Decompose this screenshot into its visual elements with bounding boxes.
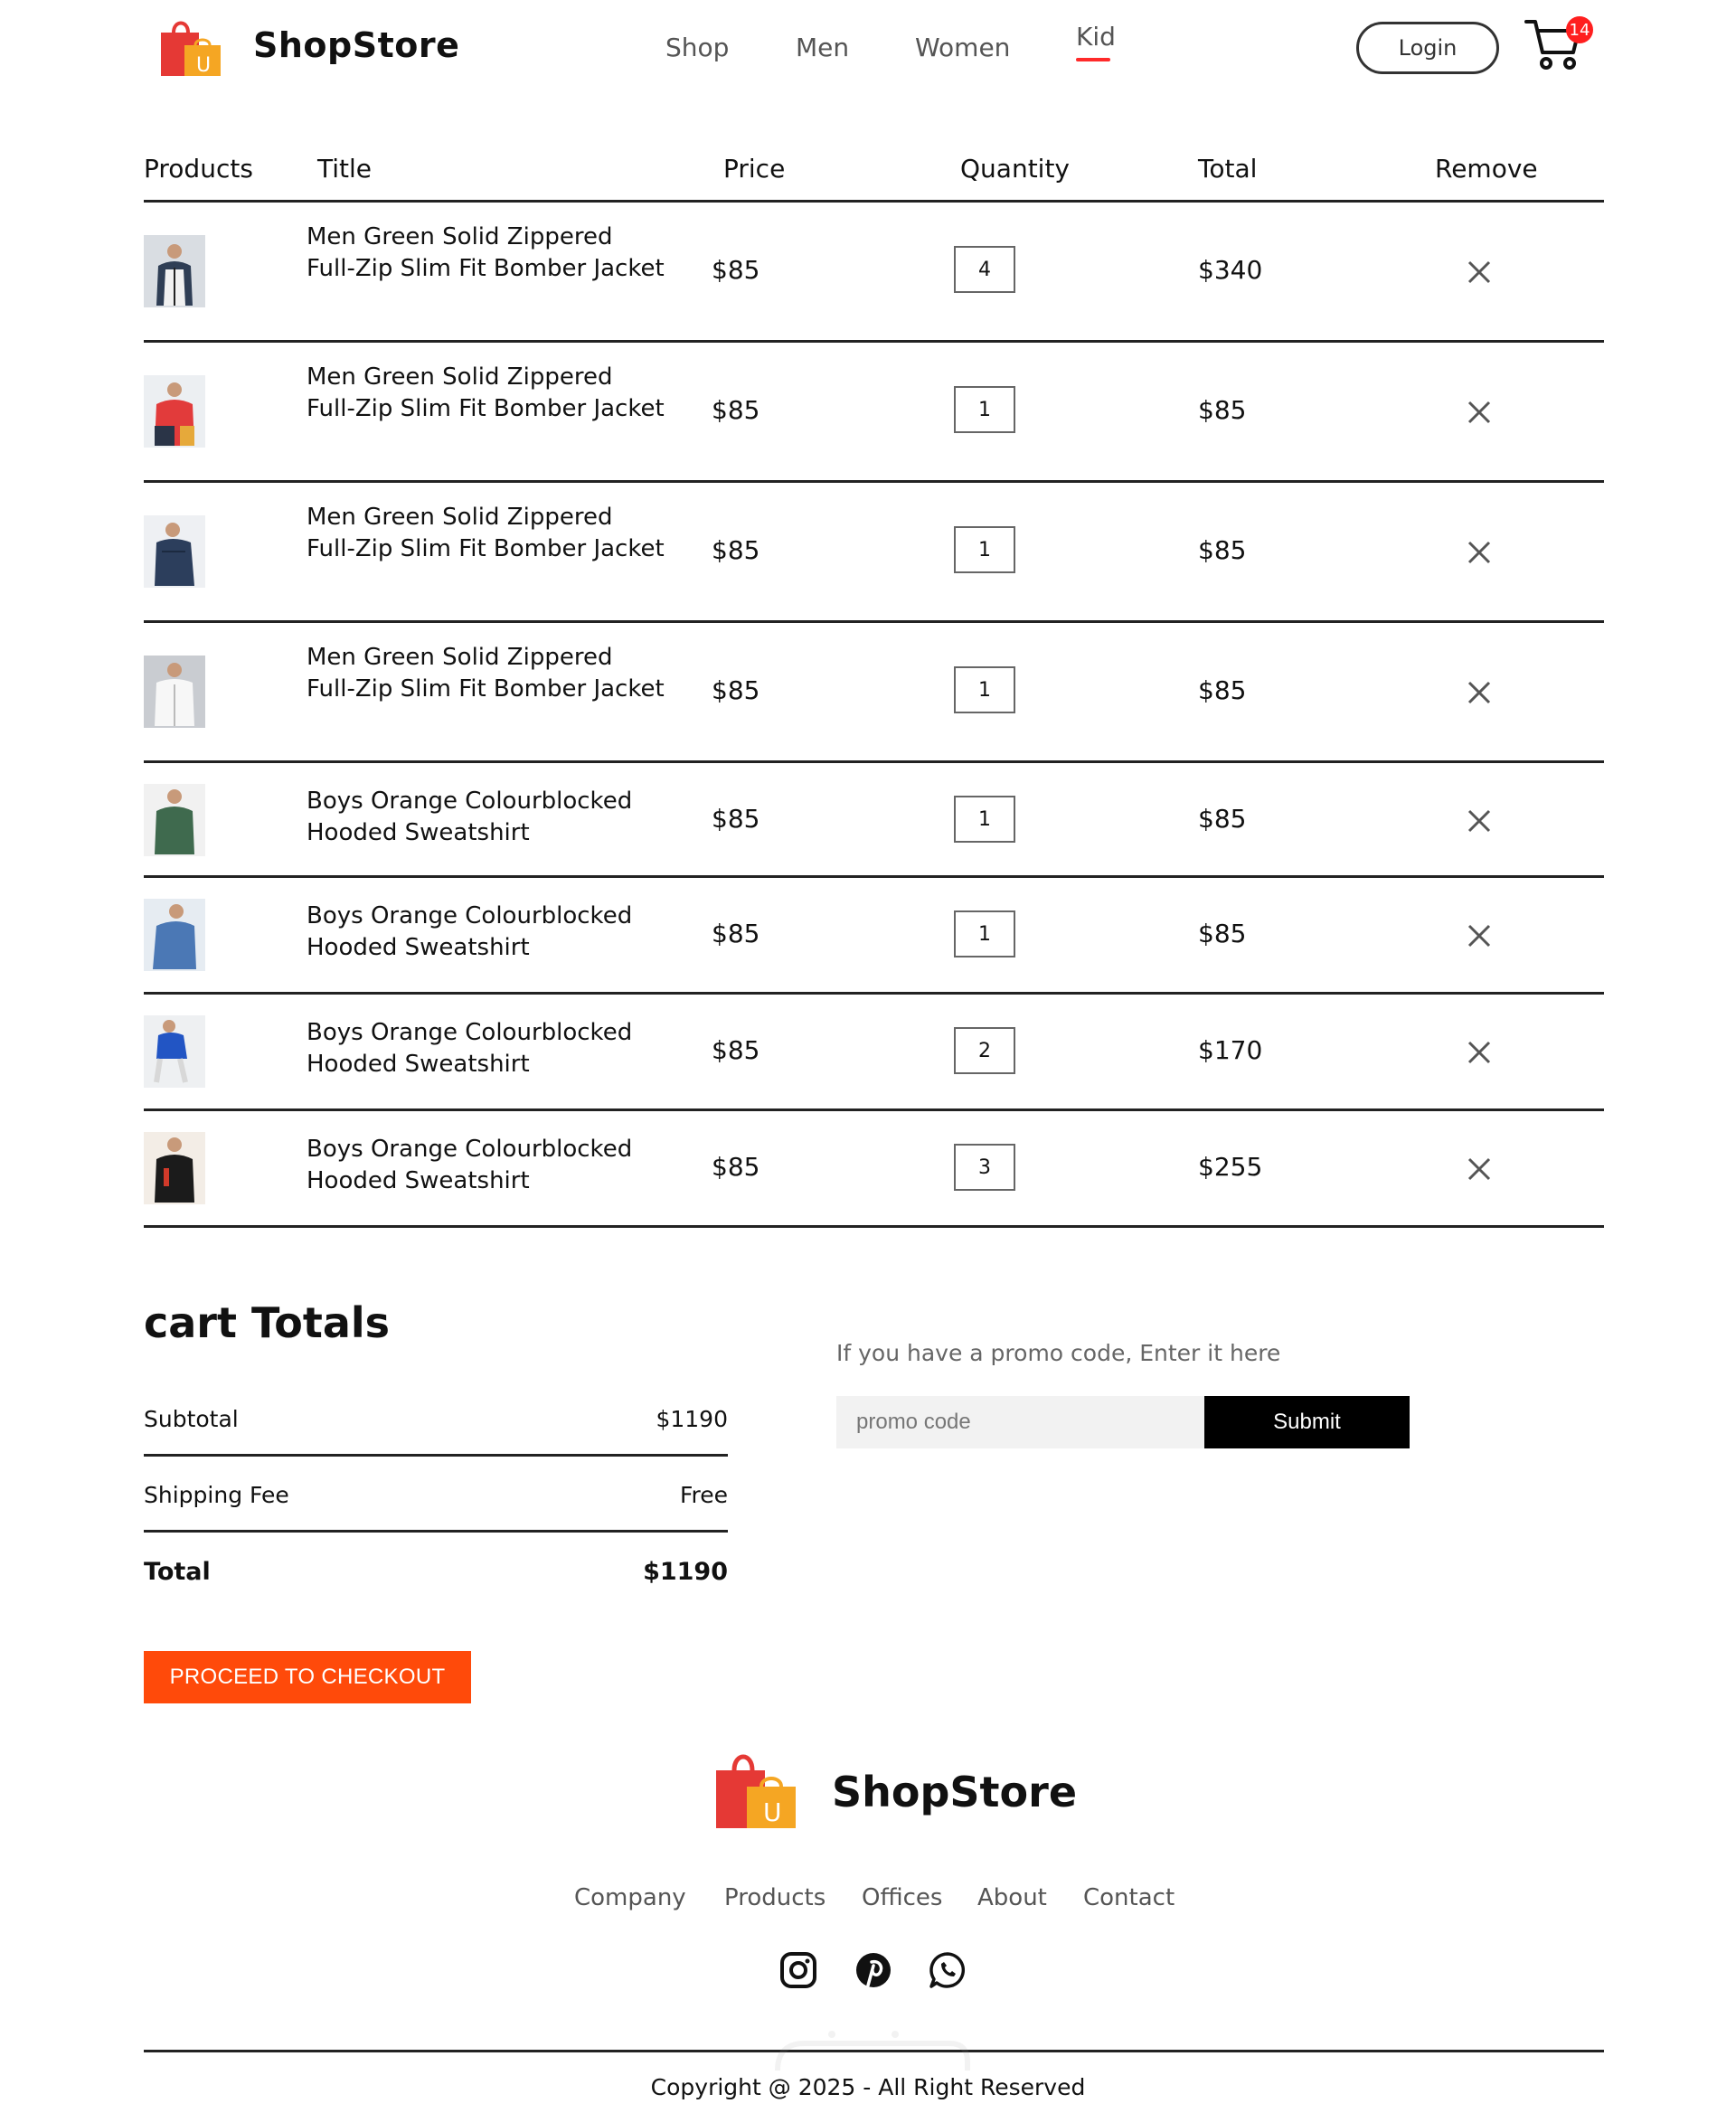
row-total: $85 — [1198, 804, 1247, 834]
row-total: $85 — [1198, 535, 1247, 565]
quantity-input[interactable]: 1 — [954, 796, 1015, 843]
product-thumbnail-sweatshirt[interactable] — [144, 784, 205, 856]
product-title[interactable]: Boys Orange Colourblocked Hooded Sweatshirt — [307, 902, 633, 961]
row-total: $170 — [1198, 1035, 1263, 1065]
whatsapp-icon[interactable] — [929, 1951, 967, 1989]
footer-link-products[interactable]: Products — [724, 1884, 826, 1911]
table-row — [144, 1111, 1604, 1225]
totals-divider — [144, 1454, 728, 1457]
col-header-remove: Remove — [1435, 154, 1538, 184]
svg-text:U: U — [196, 54, 212, 77]
row-divider — [144, 1225, 1604, 1228]
row-total: $85 — [1198, 675, 1247, 705]
instagram-icon[interactable] — [779, 1951, 817, 1989]
total-value: $1190 — [643, 1558, 728, 1586]
product-price: $85 — [712, 919, 760, 948]
product-thumbnail-sweatshirt[interactable] — [144, 1132, 205, 1204]
product-thumbnail-sweatshirt[interactable] — [144, 1015, 205, 1088]
remove-item-icon[interactable] — [1466, 1039, 1493, 1066]
col-header-quantity: Quantity — [960, 154, 1070, 184]
quantity-input[interactable]: 3 — [954, 1144, 1015, 1191]
table-row — [144, 343, 1604, 480]
quantity-input[interactable]: 2 — [954, 1027, 1015, 1074]
promo-submit-button[interactable]: Submit — [1204, 1396, 1410, 1448]
product-price: $85 — [712, 255, 760, 285]
table-row — [144, 483, 1604, 620]
product-title[interactable]: Boys Orange Colourblocked Hooded Sweatshirt — [307, 788, 633, 846]
product-price: $85 — [712, 804, 760, 834]
nav-kid[interactable]: Kid — [1076, 22, 1116, 52]
brand-name[interactable]: ShopStore — [253, 25, 460, 65]
product-thumbnail-jacket[interactable] — [144, 515, 205, 588]
col-header-products: Products — [144, 154, 253, 184]
pinterest-icon[interactable] — [854, 1951, 892, 1989]
shopping-bag-logo-icon[interactable] — [711, 1745, 801, 1832]
product-title[interactable]: Men Green Solid Zippered Full-Zip Slim Fit Bomber Jacket — [307, 223, 665, 282]
product-thumbnail-jacket[interactable] — [144, 656, 205, 728]
product-title[interactable]: Boys Orange Colourblocked Hooded Sweatshirt — [307, 1019, 633, 1078]
product-price: $85 — [712, 535, 760, 565]
row-total: $255 — [1198, 1152, 1263, 1182]
footer-link-company[interactable]: Company — [574, 1884, 686, 1911]
watermark-logo — [769, 2025, 976, 2080]
quantity-input[interactable]: 1 — [954, 666, 1015, 713]
site-header — [0, 0, 1736, 99]
product-price: $85 — [712, 1035, 760, 1065]
product-title[interactable]: Men Green Solid Zippered Full-Zip Slim Fit Bomber Jacket — [307, 644, 665, 703]
cart-totals-title: cart Totals — [144, 1298, 391, 1347]
row-total: $340 — [1198, 255, 1263, 285]
quantity-input[interactable]: 1 — [954, 526, 1015, 573]
product-price: $85 — [712, 675, 760, 705]
subtotal-value: $1190 — [656, 1406, 728, 1432]
remove-item-icon[interactable] — [1466, 1156, 1493, 1183]
nav-shop[interactable]: Shop — [665, 33, 730, 62]
quantity-input[interactable]: 1 — [954, 386, 1015, 433]
shipping-label: Shipping Fee — [144, 1482, 289, 1508]
promo-code-input[interactable] — [836, 1396, 1204, 1448]
remove-item-icon[interactable] — [1466, 807, 1493, 835]
nav-women[interactable]: Women — [915, 33, 1011, 62]
product-thumbnail-jacket[interactable] — [144, 375, 205, 448]
table-row — [144, 995, 1604, 1108]
product-price: $85 — [712, 395, 760, 425]
table-row — [144, 878, 1604, 992]
active-nav-indicator — [1076, 58, 1110, 61]
col-header-total: Total — [1198, 154, 1258, 184]
cart-count-badge: 14 — [1566, 16, 1593, 43]
table-row — [144, 623, 1604, 760]
product-thumbnail-sweatshirt[interactable] — [144, 899, 205, 971]
table-row — [144, 763, 1604, 877]
remove-item-icon[interactable] — [1466, 922, 1493, 949]
col-header-price: Price — [723, 154, 786, 184]
product-title[interactable]: Men Green Solid Zippered Full-Zip Slim Fit Bomber Jacket — [307, 504, 665, 562]
product-title[interactable]: Boys Orange Colourblocked Hooded Sweatshirt — [307, 1136, 633, 1194]
promo-instructions: If you have a promo code, Enter it here — [836, 1340, 1281, 1366]
footer-brand-name[interactable]: ShopStore — [832, 1768, 1078, 1816]
svg-text:U: U — [763, 1797, 782, 1827]
product-thumbnail-jacket[interactable] — [144, 235, 205, 307]
shipping-value: Free — [679, 1482, 728, 1508]
totals-divider — [144, 1530, 728, 1533]
footer-link-offices[interactable]: Offices — [862, 1884, 943, 1911]
proceed-to-checkout-button[interactable]: PROCEED TO CHECKOUT — [144, 1651, 471, 1703]
product-price: $85 — [712, 1152, 760, 1182]
quantity-input[interactable]: 4 — [954, 246, 1015, 293]
product-title[interactable]: Men Green Solid Zippered Full-Zip Slim Fit Bomber Jacket — [307, 363, 665, 422]
subtotal-label: Subtotal — [144, 1406, 239, 1432]
total-label: Total — [144, 1558, 211, 1586]
login-button[interactable]: Login — [1356, 22, 1499, 74]
row-total: $85 — [1198, 395, 1247, 425]
footer-link-about[interactable]: About — [977, 1884, 1047, 1911]
footer-link-contact[interactable]: Contact — [1083, 1884, 1175, 1911]
shopping-bag-logo-icon[interactable] — [156, 14, 226, 80]
nav-men[interactable]: Men — [796, 33, 850, 62]
quantity-input[interactable]: 1 — [954, 910, 1015, 957]
remove-item-icon[interactable] — [1466, 259, 1493, 286]
remove-item-icon[interactable] — [1466, 399, 1493, 426]
table-row — [144, 203, 1604, 340]
col-header-title: Title — [317, 154, 373, 184]
remove-item-icon[interactable] — [1466, 539, 1493, 566]
remove-item-icon[interactable] — [1466, 679, 1493, 706]
copyright-text: Copyright @ 2025 - All Right Reserved — [650, 2074, 1086, 2100]
row-total: $85 — [1198, 919, 1247, 948]
